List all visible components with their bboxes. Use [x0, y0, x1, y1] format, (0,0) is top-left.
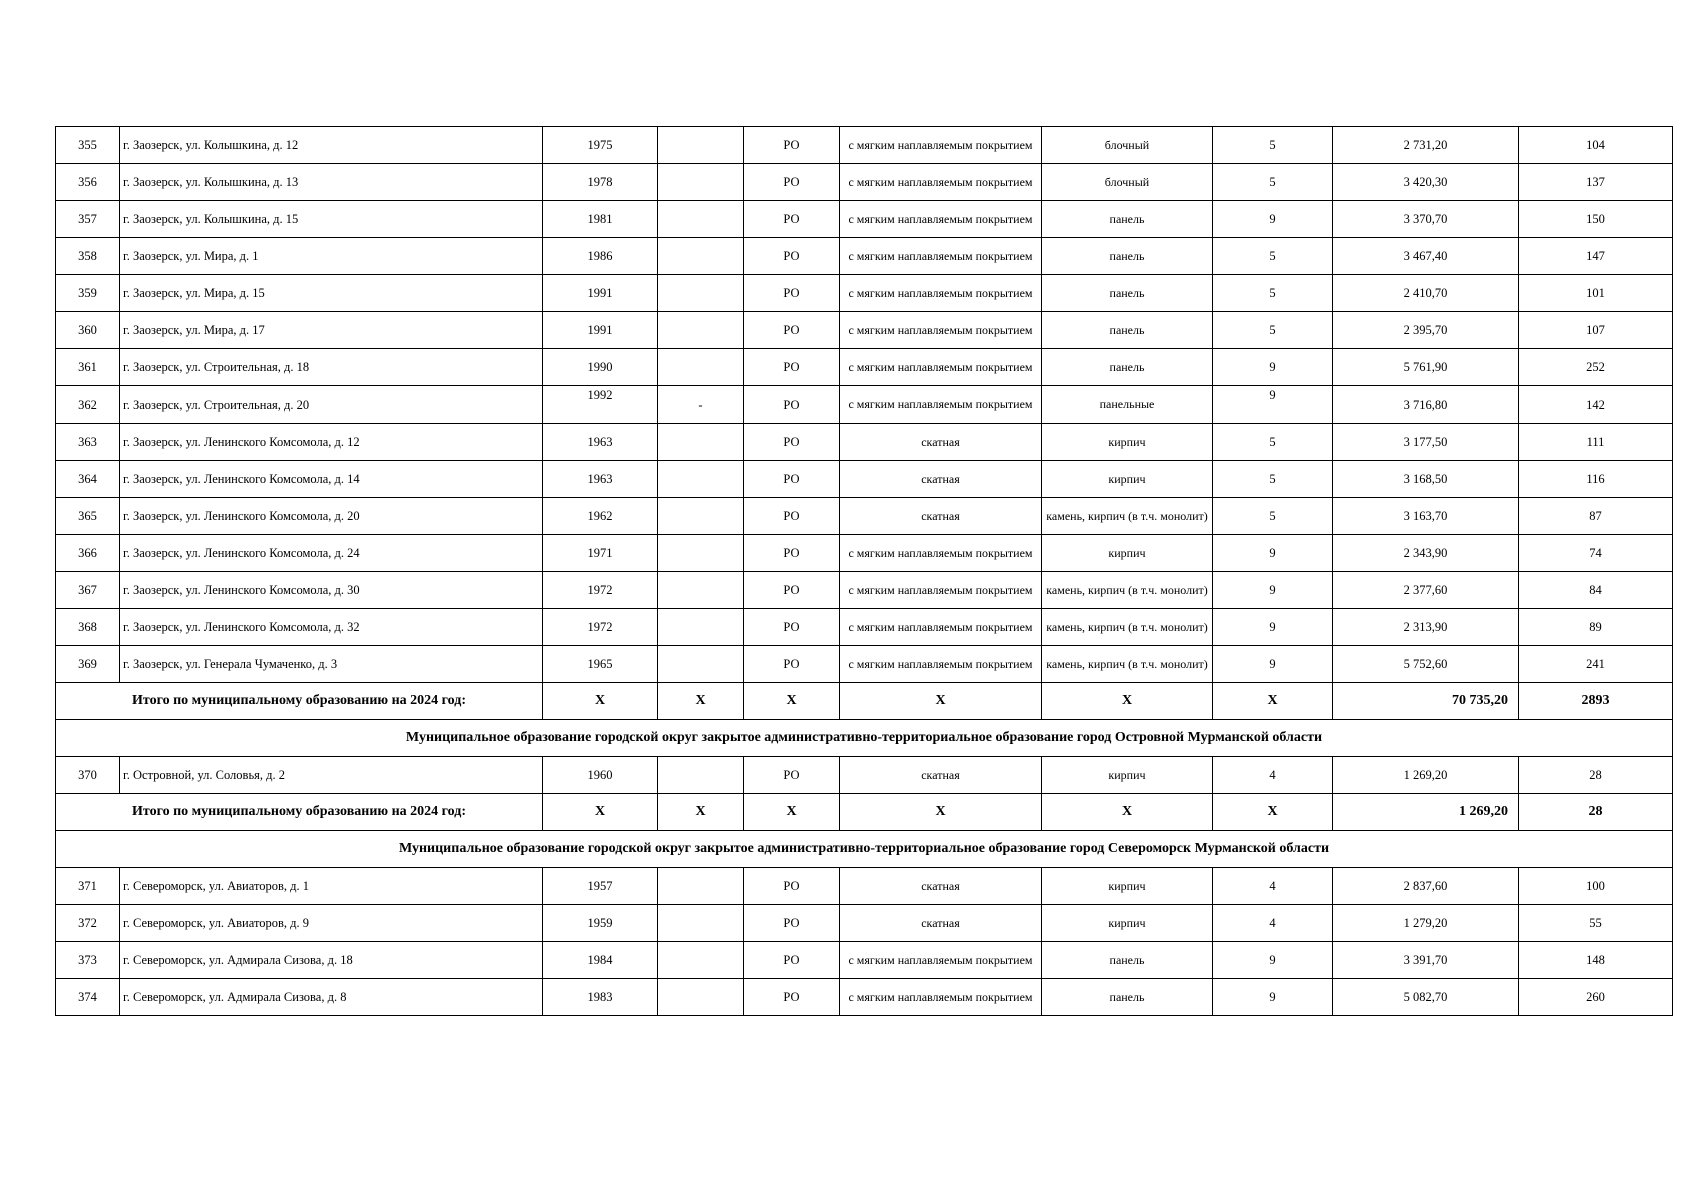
extra-cell: -: [658, 386, 744, 424]
walls-cell: кирпич: [1042, 424, 1213, 461]
walls-cell: панельные: [1042, 386, 1213, 424]
floors-cell: 5: [1213, 424, 1333, 461]
type-cell: РО: [744, 942, 840, 979]
extra-cell: [658, 164, 744, 201]
address-cell: г. Североморск, ул. Авиаторов, д. 9: [120, 905, 543, 942]
row-number: 374: [56, 979, 120, 1016]
type-cell: РО: [744, 498, 840, 535]
year-cell: 1971: [543, 535, 658, 572]
area-cell: 3 420,30: [1333, 164, 1519, 201]
roof-cell: с мягким наплавляемым покрытием: [840, 386, 1042, 424]
address-cell: г. Заозерск, ул. Колышкина, д. 13: [120, 164, 543, 201]
total-row: [56, 794, 1673, 831]
floors-cell: 5: [1213, 461, 1333, 498]
year-cell: 1978: [543, 164, 658, 201]
extra-cell: [658, 238, 744, 275]
roof-cell: с мягким наплавляемым покрытием: [840, 609, 1042, 646]
address-cell: г. Североморск, ул. Адмирала Сизова, д. 18: [120, 942, 543, 979]
floors-cell: 4: [1213, 868, 1333, 905]
total-label: Итого по муниципальному образованию на 2024 год:: [56, 683, 543, 720]
address-cell: г. Заозерск, ул. Мира, д. 17: [120, 312, 543, 349]
address-cell: г. Заозерск, ул. Ленинского Комсомола, д. 30: [120, 572, 543, 609]
area-cell: 5 082,70: [1333, 979, 1519, 1016]
residents-cell: 74: [1519, 535, 1673, 572]
address-cell: г. Североморск, ул. Адмирала Сизова, д. 8: [120, 979, 543, 1016]
extra-cell: [658, 312, 744, 349]
total-x-mark: X: [543, 683, 658, 720]
area-cell: 2 313,90: [1333, 609, 1519, 646]
table-row: [56, 424, 1673, 461]
year-cell: 1963: [543, 461, 658, 498]
walls-cell: кирпич: [1042, 535, 1213, 572]
walls-cell: камень, кирпич (в т.ч. монолит): [1042, 498, 1213, 535]
extra-cell: [658, 979, 744, 1016]
walls-cell: панель: [1042, 349, 1213, 386]
table-row: [56, 386, 1673, 424]
floors-cell: 9: [1213, 979, 1333, 1016]
row-number: 361: [56, 349, 120, 386]
table-row: [56, 905, 1673, 942]
section-title: Муниципальное образование городской округ закрытое административно-территориальное образование город Островной Мурманской области: [56, 720, 1673, 757]
walls-cell: панель: [1042, 275, 1213, 312]
table-row: [56, 127, 1673, 164]
row-number: 358: [56, 238, 120, 275]
type-cell: РО: [744, 424, 840, 461]
floors-cell: 9: [1213, 646, 1333, 683]
year-cell: 1957: [543, 868, 658, 905]
area-cell: 3 177,50: [1333, 424, 1519, 461]
row-number: 373: [56, 942, 120, 979]
residents-cell: 87: [1519, 498, 1673, 535]
address-cell: г. Заозерск, ул. Ленинского Комсомола, д. 14: [120, 461, 543, 498]
total-x-mark: X: [658, 794, 744, 831]
residents-cell: 84: [1519, 572, 1673, 609]
roof-cell: с мягким наплавляемым покрытием: [840, 275, 1042, 312]
extra-cell: [658, 461, 744, 498]
table-row: [56, 646, 1673, 683]
address-cell: г. Заозерск, ул. Мира, д. 15: [120, 275, 543, 312]
walls-cell: кирпич: [1042, 868, 1213, 905]
row-number: 365: [56, 498, 120, 535]
table-row: [56, 535, 1673, 572]
type-cell: РО: [744, 609, 840, 646]
floors-cell: 9: [1213, 201, 1333, 238]
year-cell: 1972: [543, 572, 658, 609]
residents-cell: 28: [1519, 757, 1673, 794]
area-cell: 2 395,70: [1333, 312, 1519, 349]
address-cell: г. Заозерск, ул. Ленинского Комсомола, д. 20: [120, 498, 543, 535]
total-x-mark: X: [840, 683, 1042, 720]
total-x-mark: X: [543, 794, 658, 831]
roof-cell: с мягким наплавляемым покрытием: [840, 238, 1042, 275]
total-residents: 2893: [1519, 683, 1673, 720]
roof-cell: скатная: [840, 757, 1042, 794]
row-number: 363: [56, 424, 120, 461]
floors-cell: 5: [1213, 312, 1333, 349]
year-cell: 1984: [543, 942, 658, 979]
total-x-mark: X: [1042, 683, 1213, 720]
residents-cell: 100: [1519, 868, 1673, 905]
residents-cell: 104: [1519, 127, 1673, 164]
residents-cell: 55: [1519, 905, 1673, 942]
address-cell: г. Заозерск, ул. Мира, д. 1: [120, 238, 543, 275]
type-cell: РО: [744, 757, 840, 794]
roof-cell: скатная: [840, 868, 1042, 905]
total-x-mark: X: [840, 794, 1042, 831]
extra-cell: [658, 535, 744, 572]
section-title: Муниципальное образование городской округ закрытое административно-территориальное образование город Североморск Мурманской области: [56, 831, 1673, 868]
address-cell: г. Заозерск, ул. Строительная, д. 20: [120, 386, 543, 424]
extra-cell: [658, 424, 744, 461]
table-row: [56, 201, 1673, 238]
area-cell: 2 410,70: [1333, 275, 1519, 312]
walls-cell: камень, кирпич (в т.ч. монолит): [1042, 609, 1213, 646]
floors-cell: 5: [1213, 238, 1333, 275]
type-cell: РО: [744, 201, 840, 238]
area-cell: 2 343,90: [1333, 535, 1519, 572]
year-cell: 1992: [543, 386, 658, 424]
total-x-mark: X: [1042, 794, 1213, 831]
total-x-mark: X: [1213, 683, 1333, 720]
roof-cell: с мягким наплавляемым покрытием: [840, 979, 1042, 1016]
residents-cell: 111: [1519, 424, 1673, 461]
roof-cell: с мягким наплавляемым покрытием: [840, 164, 1042, 201]
address-cell: г. Заозерск, ул. Ленинского Комсомола, д. 24: [120, 535, 543, 572]
type-cell: РО: [744, 349, 840, 386]
address-cell: г. Заозерск, ул. Ленинского Комсомола, д. 32: [120, 609, 543, 646]
table-row: [56, 979, 1673, 1016]
year-cell: 1975: [543, 127, 658, 164]
row-number: 368: [56, 609, 120, 646]
table-row: [56, 498, 1673, 535]
type-cell: РО: [744, 238, 840, 275]
residents-cell: 107: [1519, 312, 1673, 349]
roof-cell: с мягким наплавляемым покрытием: [840, 312, 1042, 349]
type-cell: РО: [744, 535, 840, 572]
section-header-row: [56, 831, 1673, 868]
residents-cell: 241: [1519, 646, 1673, 683]
area-cell: 2 837,60: [1333, 868, 1519, 905]
row-number: 366: [56, 535, 120, 572]
residents-cell: 116: [1519, 461, 1673, 498]
type-cell: РО: [744, 127, 840, 164]
type-cell: РО: [744, 386, 840, 424]
roof-cell: с мягким наплавляемым покрытием: [840, 535, 1042, 572]
extra-cell: [658, 609, 744, 646]
extra-cell: [658, 646, 744, 683]
address-cell: г. Заозерск, ул. Колышкина, д. 15: [120, 201, 543, 238]
total-area: 1 269,20: [1333, 794, 1519, 831]
floors-cell: 4: [1213, 757, 1333, 794]
year-cell: 1991: [543, 275, 658, 312]
row-number: 356: [56, 164, 120, 201]
row-number: 360: [56, 312, 120, 349]
extra-cell: [658, 757, 744, 794]
walls-cell: панель: [1042, 312, 1213, 349]
floors-cell: 9: [1213, 535, 1333, 572]
area-cell: 5 761,90: [1333, 349, 1519, 386]
year-cell: 1981: [543, 201, 658, 238]
residents-cell: 260: [1519, 979, 1673, 1016]
floors-cell: 9: [1213, 349, 1333, 386]
type-cell: РО: [744, 164, 840, 201]
row-number: 367: [56, 572, 120, 609]
walls-cell: блочный: [1042, 127, 1213, 164]
total-x-mark: X: [1213, 794, 1333, 831]
residents-cell: 252: [1519, 349, 1673, 386]
table-body: [56, 127, 1673, 1016]
area-cell: 3 370,70: [1333, 201, 1519, 238]
type-cell: РО: [744, 646, 840, 683]
address-cell: г. Островной, ул. Соловья, д. 2: [120, 757, 543, 794]
table-row: [56, 312, 1673, 349]
residents-cell: 101: [1519, 275, 1673, 312]
floors-cell: 9: [1213, 609, 1333, 646]
walls-cell: камень, кирпич (в т.ч. монолит): [1042, 572, 1213, 609]
floors-cell: 9: [1213, 942, 1333, 979]
address-cell: г. Заозерск, ул. Колышкина, д. 12: [120, 127, 543, 164]
row-number: 372: [56, 905, 120, 942]
extra-cell: [658, 942, 744, 979]
type-cell: РО: [744, 461, 840, 498]
row-number: 369: [56, 646, 120, 683]
area-cell: 2 377,60: [1333, 572, 1519, 609]
extra-cell: [658, 201, 744, 238]
total-x-mark: X: [658, 683, 744, 720]
year-cell: 1983: [543, 979, 658, 1016]
year-cell: 1962: [543, 498, 658, 535]
floors-cell: 9: [1213, 572, 1333, 609]
roof-cell: скатная: [840, 424, 1042, 461]
area-cell: 5 752,60: [1333, 646, 1519, 683]
walls-cell: панель: [1042, 201, 1213, 238]
row-number: 370: [56, 757, 120, 794]
table-row: [56, 609, 1673, 646]
residents-cell: 148: [1519, 942, 1673, 979]
row-number: 357: [56, 201, 120, 238]
area-cell: 1 269,20: [1333, 757, 1519, 794]
area-cell: 3 716,80: [1333, 386, 1519, 424]
total-x-mark: X: [744, 794, 840, 831]
area-cell: 3 163,70: [1333, 498, 1519, 535]
row-number: 371: [56, 868, 120, 905]
walls-cell: панель: [1042, 942, 1213, 979]
area-cell: 3 467,40: [1333, 238, 1519, 275]
roof-cell: скатная: [840, 498, 1042, 535]
roof-cell: с мягким наплавляемым покрытием: [840, 127, 1042, 164]
table-row: [56, 572, 1673, 609]
extra-cell: [658, 905, 744, 942]
floors-cell: 9: [1213, 386, 1333, 424]
type-cell: РО: [744, 979, 840, 1016]
type-cell: РО: [744, 275, 840, 312]
walls-cell: панель: [1042, 238, 1213, 275]
total-row: [56, 683, 1673, 720]
type-cell: РО: [744, 312, 840, 349]
walls-cell: кирпич: [1042, 461, 1213, 498]
residents-cell: 89: [1519, 609, 1673, 646]
row-number: 364: [56, 461, 120, 498]
roof-cell: с мягким наплавляемым покрытием: [840, 942, 1042, 979]
residents-cell: 142: [1519, 386, 1673, 424]
address-cell: г. Заозерск, ул. Ленинского Комсомола, д. 12: [120, 424, 543, 461]
type-cell: РО: [744, 868, 840, 905]
walls-cell: панель: [1042, 979, 1213, 1016]
total-residents: 28: [1519, 794, 1673, 831]
roof-cell: с мягким наплавляемым покрытием: [840, 646, 1042, 683]
row-number: 362: [56, 386, 120, 424]
floors-cell: 5: [1213, 164, 1333, 201]
table-row: [56, 349, 1673, 386]
floors-cell: 5: [1213, 127, 1333, 164]
extra-cell: [658, 275, 744, 312]
roof-cell: с мягким наплавляемым покрытием: [840, 572, 1042, 609]
walls-cell: кирпич: [1042, 757, 1213, 794]
table-row: [56, 942, 1673, 979]
address-cell: г. Североморск, ул. Авиаторов, д. 1: [120, 868, 543, 905]
extra-cell: [658, 127, 744, 164]
year-cell: 1972: [543, 609, 658, 646]
year-cell: 1963: [543, 424, 658, 461]
type-cell: РО: [744, 572, 840, 609]
roof-cell: скатная: [840, 905, 1042, 942]
year-cell: 1991: [543, 312, 658, 349]
floors-cell: 5: [1213, 275, 1333, 312]
extra-cell: [658, 498, 744, 535]
walls-cell: камень, кирпич (в т.ч. монолит): [1042, 646, 1213, 683]
floors-cell: 4: [1213, 905, 1333, 942]
table-row: [56, 164, 1673, 201]
table-row: [56, 868, 1673, 905]
table-row: [56, 757, 1673, 794]
year-cell: 1986: [543, 238, 658, 275]
roof-cell: с мягким наплавляемым покрытием: [840, 349, 1042, 386]
table-row: [56, 238, 1673, 275]
section-header-row: [56, 720, 1673, 757]
roof-cell: скатная: [840, 461, 1042, 498]
residents-cell: 150: [1519, 201, 1673, 238]
area-cell: 3 168,50: [1333, 461, 1519, 498]
year-cell: 1965: [543, 646, 658, 683]
row-number: 359: [56, 275, 120, 312]
residents-cell: 147: [1519, 238, 1673, 275]
year-cell: 1960: [543, 757, 658, 794]
row-number: 355: [56, 127, 120, 164]
total-x-mark: X: [744, 683, 840, 720]
housing-registry-table: [55, 126, 1673, 1016]
type-cell: РО: [744, 905, 840, 942]
roof-cell: с мягким наплавляемым покрытием: [840, 201, 1042, 238]
address-cell: г. Заозерск, ул. Строительная, д. 18: [120, 349, 543, 386]
extra-cell: [658, 868, 744, 905]
extra-cell: [658, 349, 744, 386]
address-cell: г. Заозерск, ул. Генерала Чумаченко, д. 3: [120, 646, 543, 683]
walls-cell: блочный: [1042, 164, 1213, 201]
floors-cell: 5: [1213, 498, 1333, 535]
area-cell: 1 279,20: [1333, 905, 1519, 942]
year-cell: 1959: [543, 905, 658, 942]
table-row: [56, 275, 1673, 312]
area-cell: 3 391,70: [1333, 942, 1519, 979]
area-cell: 2 731,20: [1333, 127, 1519, 164]
walls-cell: кирпич: [1042, 905, 1213, 942]
year-cell: 1990: [543, 349, 658, 386]
residents-cell: 137: [1519, 164, 1673, 201]
extra-cell: [658, 572, 744, 609]
table-row: [56, 461, 1673, 498]
total-area: 70 735,20: [1333, 683, 1519, 720]
total-label: Итого по муниципальному образованию на 2024 год:: [56, 794, 543, 831]
